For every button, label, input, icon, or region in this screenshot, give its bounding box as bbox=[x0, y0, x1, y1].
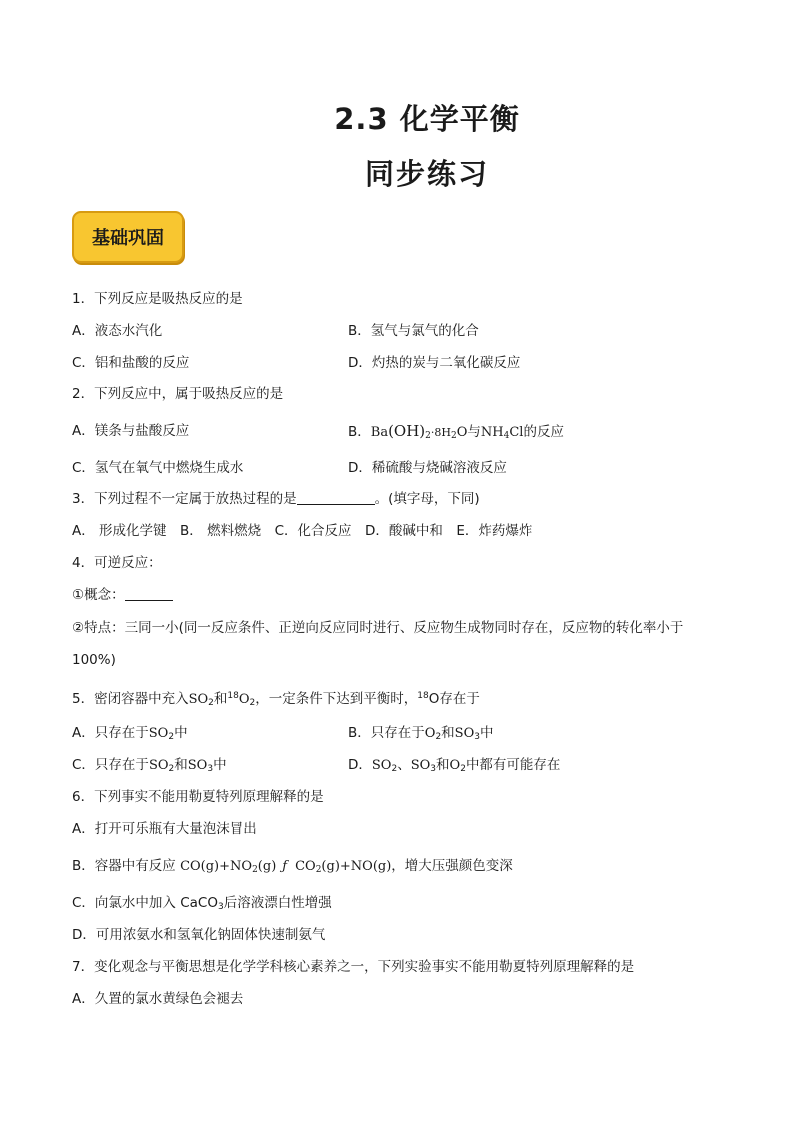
q2-b-h: ·8H bbox=[430, 426, 451, 439]
q5-b-so3sub: 3 bbox=[474, 732, 480, 742]
q5-mass18b: 18 bbox=[417, 691, 429, 701]
q5-b-suffix: 中 bbox=[479, 725, 494, 741]
q5-option-c bbox=[72, 755, 227, 779]
q2-option-b bbox=[348, 421, 564, 446]
q3-stem-tail: 。(填字母，下同) bbox=[374, 491, 480, 507]
q5-a-sub: 2 bbox=[168, 732, 175, 742]
q6-b-prefix: B．容器中有反应 bbox=[72, 858, 181, 874]
q1-option-d: D．灼热的炭与二氧化碳反应 bbox=[348, 355, 521, 371]
q6-b-eq-mid: (g) bbox=[257, 859, 277, 874]
q5-d-so2: SO bbox=[371, 758, 392, 773]
q5-d-o2sub: 2 bbox=[460, 764, 466, 774]
q6-b-eq-sub2: 2 bbox=[315, 865, 322, 875]
q5-d-so2sub: 2 bbox=[391, 764, 398, 774]
q2-b-mid: 与 bbox=[467, 424, 481, 440]
q5-d-prefix: D． bbox=[348, 757, 372, 773]
q5-and: 和 bbox=[213, 691, 228, 707]
q1-option-a: A．液态水汽化 bbox=[72, 323, 163, 339]
q6-option-c bbox=[72, 893, 332, 917]
q3-stem bbox=[72, 489, 480, 509]
q4-feature-line2: 100%) bbox=[72, 652, 116, 668]
q2-b-sub2: 2 bbox=[451, 431, 457, 441]
q4-concept-label: ①概念： bbox=[72, 587, 125, 603]
q5-stem-p1: 5．密闭容器中充入 bbox=[72, 691, 189, 707]
q2-option-a: A．镁条与盐酸反应 bbox=[72, 423, 190, 439]
q5-d-o2: O bbox=[449, 758, 461, 773]
q2-b-cl: Cl bbox=[509, 425, 524, 440]
q5-c-so2sub: 2 bbox=[168, 764, 175, 774]
q6-stem: 6．下列事实不能用勒夏特列原理解释的是 bbox=[72, 789, 324, 805]
q5-o2-sub: 2 bbox=[249, 698, 256, 708]
q6-b-eq-left: CO(g)+NO bbox=[180, 859, 253, 874]
q5-d-suffix: 中都有可能存在 bbox=[465, 757, 561, 773]
q5-o2: O bbox=[238, 692, 250, 707]
q2-b-oh: (OH) bbox=[388, 422, 426, 440]
q6-b-eq-right1: CO bbox=[295, 859, 316, 874]
q2-option-d: D．稀硫酸与烧碱溶液反应 bbox=[348, 460, 507, 476]
q5-a-so: SO bbox=[148, 726, 169, 741]
q5-option-a bbox=[72, 723, 188, 747]
q5-b-and: 和 bbox=[441, 725, 455, 741]
q5-stem bbox=[72, 686, 480, 713]
q1-option-c: C．铝和盐酸的反应 bbox=[72, 355, 190, 371]
q4-feature-line1: ②特点：三同一小(同一反应条件、正逆向反应同时进行、反应物生成物同时存在，反应物的转化率小于 bbox=[72, 620, 684, 636]
q5-d-sep: 、 bbox=[397, 757, 411, 773]
q5-b-o: O bbox=[424, 726, 436, 741]
q6-b-eq-right2: (g)+NO(g) bbox=[321, 859, 392, 874]
q2-stem: 2．下列反应中，属于吸热反应的是 bbox=[72, 386, 284, 402]
q5-so2-sub: 2 bbox=[208, 698, 214, 708]
q2-b-prefix: B． bbox=[348, 424, 371, 440]
q5-a-prefix: A．只存在于 bbox=[72, 725, 149, 741]
q5-so2: SO bbox=[188, 692, 209, 707]
q5-mass18: 18 bbox=[227, 691, 239, 701]
q3-options: A． 形成化学键 B． 燃料燃烧 C．化合反应 D．酸碱中和 E．炸药爆炸 bbox=[72, 523, 533, 539]
q5-stem-p2: ，一定条件下达到平衡时， bbox=[255, 691, 418, 707]
q4-concept bbox=[72, 585, 173, 605]
q4-concept-blank[interactable] bbox=[125, 586, 173, 601]
q2-b-sub3: 4 bbox=[503, 431, 510, 441]
q5-d-and: 和 bbox=[436, 757, 450, 773]
q5-c-so3sub: 3 bbox=[207, 764, 214, 774]
q7-stem: 7．变化观念与平衡思想是化学学科核心素养之一，下列实验事实不能用勒夏特列原理解释的是 bbox=[72, 959, 635, 975]
q5-c-so2: SO bbox=[148, 758, 169, 773]
q2-b-ba: Ba bbox=[370, 425, 389, 440]
q5-b-osub: 2 bbox=[435, 732, 442, 742]
q3-stem-text: 3．下列过程不一定属于放热过程的是 bbox=[72, 491, 297, 507]
q2-b-suffix: 的反应 bbox=[523, 424, 564, 440]
q4-stem: 4．可逆反应： bbox=[72, 555, 162, 571]
q5-d-so3: SO bbox=[410, 758, 431, 773]
q5-c-so3: SO bbox=[187, 758, 208, 773]
q2-b-nh: NH bbox=[480, 425, 504, 440]
q6-c-suffix: 后溶液漂白性增强 bbox=[223, 895, 332, 911]
q2-b-nh4cl bbox=[481, 425, 524, 440]
q5-option-d bbox=[348, 755, 560, 779]
q6-option-b bbox=[72, 856, 513, 880]
q5-c-and: 和 bbox=[174, 757, 188, 773]
q2-b-sub1: 2 bbox=[425, 431, 431, 441]
q5-d-so3sub: 3 bbox=[430, 764, 437, 774]
section-badge: 基础巩固 bbox=[72, 211, 184, 263]
q6-c-sub: 3 bbox=[217, 902, 224, 912]
page-title: 2.3 化学平衡 bbox=[334, 102, 520, 136]
q5-c-suffix: 中 bbox=[213, 757, 227, 773]
q5-a-suffix: 中 bbox=[174, 725, 188, 741]
q6-option-a: A．打开可乐瓶有大量泡沫冒出 bbox=[72, 821, 257, 837]
q1-stem: 1．下列反应是吸热反应的是 bbox=[72, 291, 243, 307]
q6-c-prefix: C．向氯水中加入 CaCO bbox=[72, 895, 218, 911]
q5-b-so: SO bbox=[454, 726, 475, 741]
page-subtitle: 同步练习 bbox=[364, 157, 489, 191]
q1-option-b: B．氢气与氯气的化合 bbox=[348, 323, 479, 339]
q6-b-eq-sub: 2 bbox=[252, 865, 258, 875]
q3-answer-blank[interactable] bbox=[297, 490, 375, 505]
q6-b-equation bbox=[180, 859, 391, 874]
q6-b-suffix: ，增大压强颜色变深 bbox=[391, 858, 513, 874]
q2-option-c: C．氢气在氧气中燃烧生成水 bbox=[72, 460, 244, 476]
q5-stem-p3: O存在于 bbox=[428, 691, 480, 707]
q7-option-a: A．久置的氯水黄绿色会褪去 bbox=[72, 991, 244, 1007]
q5-option-b bbox=[348, 723, 493, 747]
q5-b-prefix: B．只存在于 bbox=[348, 725, 425, 741]
q6-b-arrow: ƒ bbox=[282, 859, 288, 874]
q2-b-o: O bbox=[456, 425, 468, 440]
q5-c-prefix: C．只存在于 bbox=[72, 757, 149, 773]
q2-b-formula bbox=[370, 422, 468, 441]
q6-option-d: D．可用浓氨水和氢氧化钠固体快速制氨气 bbox=[72, 927, 326, 943]
